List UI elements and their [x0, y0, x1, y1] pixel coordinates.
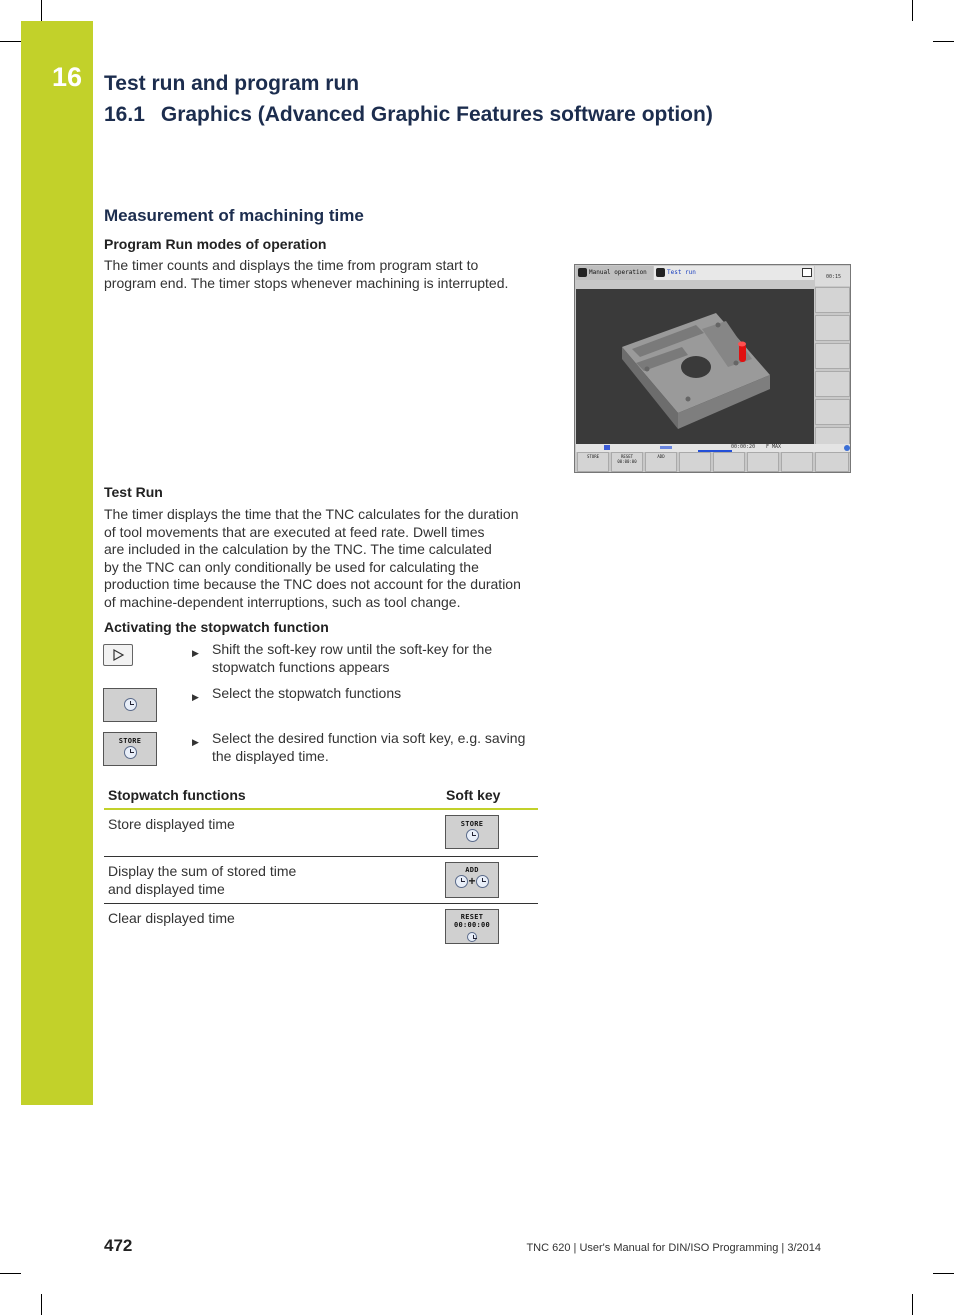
vertical-softkey[interactable] — [815, 287, 850, 313]
mode-tab-left: Manual operation — [576, 266, 653, 280]
vertical-softkey[interactable] — [815, 371, 850, 397]
clock-display: 00:15 — [815, 266, 850, 286]
test-run-icon — [656, 268, 665, 277]
arrow-bullet-icon: ▶ — [192, 737, 199, 747]
softkey-empty[interactable] — [679, 452, 711, 472]
store-softkey[interactable]: STORE — [445, 815, 499, 849]
step-2: ▶ Select the stopwatch functions — [192, 685, 542, 703]
table-row: Clear displayed time RESET 00:00:00 — [104, 904, 538, 950]
vertical-softkey[interactable] — [815, 399, 850, 425]
step-1: ▶ Shift the soft-key row until the soft-key for the stopwatch functions appears — [192, 641, 493, 675]
step-3: ▶ Select the desired function via soft key, e.g. saving the displayed time. — [192, 730, 526, 764]
stopwatch-softkey[interactable] — [103, 688, 157, 722]
status-icon — [604, 445, 610, 450]
arrow-bullet-icon: ▶ — [192, 648, 199, 658]
softkey-empty[interactable] — [713, 452, 745, 472]
tnc-screenshot — [574, 264, 851, 473]
add-softkey[interactable]: ADD + — [445, 862, 499, 898]
vertical-softkeys — [815, 287, 850, 447]
graphics-view — [576, 289, 814, 444]
help-icon — [844, 445, 850, 451]
softkey-row — [576, 452, 850, 472]
softkey-add[interactable]: ADD — [645, 452, 677, 472]
vertical-softkey[interactable] — [815, 343, 850, 369]
program-run-heading: Program Run modes of operation — [104, 236, 327, 252]
next-softkey-row-key[interactable] — [103, 644, 133, 666]
stopwatch-table — [104, 783, 538, 950]
clock-icon — [124, 698, 137, 711]
manual-icon — [578, 268, 587, 277]
activating-heading: Activating the stopwatch function — [104, 619, 329, 635]
chapter-number: 16 — [52, 62, 83, 92]
table-header: Stopwatch functions Soft key — [104, 783, 538, 810]
clock-icon — [466, 829, 479, 842]
table-row: Store displayed time STORE — [104, 810, 538, 857]
clock-icon — [476, 875, 489, 888]
softkey-row-indicator[interactable] — [815, 452, 849, 472]
section-name: Graphics (Advanced Graphic Features software option) — [160, 103, 713, 126]
test-run-text: The timer displays the time that the TNC calculates for the duration of tool movements that are executed at feed rate. Dwell times are included in the calculation by the TNC. The time calculated by the TNC can only conditionally be used for calculating the production time because the TNC does not account for the duration of machine-dependent interruptions, such as tool change. — [104, 506, 521, 610]
table-row: Display the sum of stored time and displayed time ADD + — [104, 857, 538, 904]
status-bar: 00:00:20 F MAX — [576, 444, 850, 452]
clock-icon — [455, 875, 468, 888]
workpiece-graphic — [576, 289, 814, 444]
page-number: 472 — [104, 1236, 133, 1255]
section-number: 16.1 — [104, 103, 145, 126]
program-run-text: The timer counts and displays the time from program start to program end. The timer stops whenever machining is interrupted. — [104, 257, 509, 291]
store-softkey[interactable]: STORE — [103, 732, 157, 766]
softkey-store[interactable]: STORE — [577, 452, 609, 472]
chapter-sidebar — [21, 21, 93, 1105]
clock-icon — [124, 746, 137, 759]
softkey-empty[interactable] — [781, 452, 813, 472]
softkey-reset[interactable]: RESET 00:00:00 — [611, 452, 643, 472]
progress-indicator — [660, 446, 672, 449]
footer-text: TNC 620 | User's Manual for DIN/ISO Programming | 3/2014 — [526, 1242, 821, 1254]
arrow-bullet-icon: ▶ — [192, 692, 199, 702]
clock-icon — [467, 932, 477, 942]
dnc-icon — [802, 268, 812, 277]
vertical-softkey[interactable] — [815, 315, 850, 341]
reset-softkey[interactable]: RESET 00:00:00 — [445, 909, 499, 944]
mode-tab-right: Test run — [654, 266, 814, 280]
chapter-title: Test run and program run — [104, 72, 360, 95]
softkey-empty[interactable] — [747, 452, 779, 472]
measurement-heading: Measurement of machining time — [104, 206, 364, 225]
test-run-heading: Test Run — [104, 484, 163, 500]
section-title — [104, 103, 713, 127]
triangle-right-icon — [104, 645, 132, 665]
